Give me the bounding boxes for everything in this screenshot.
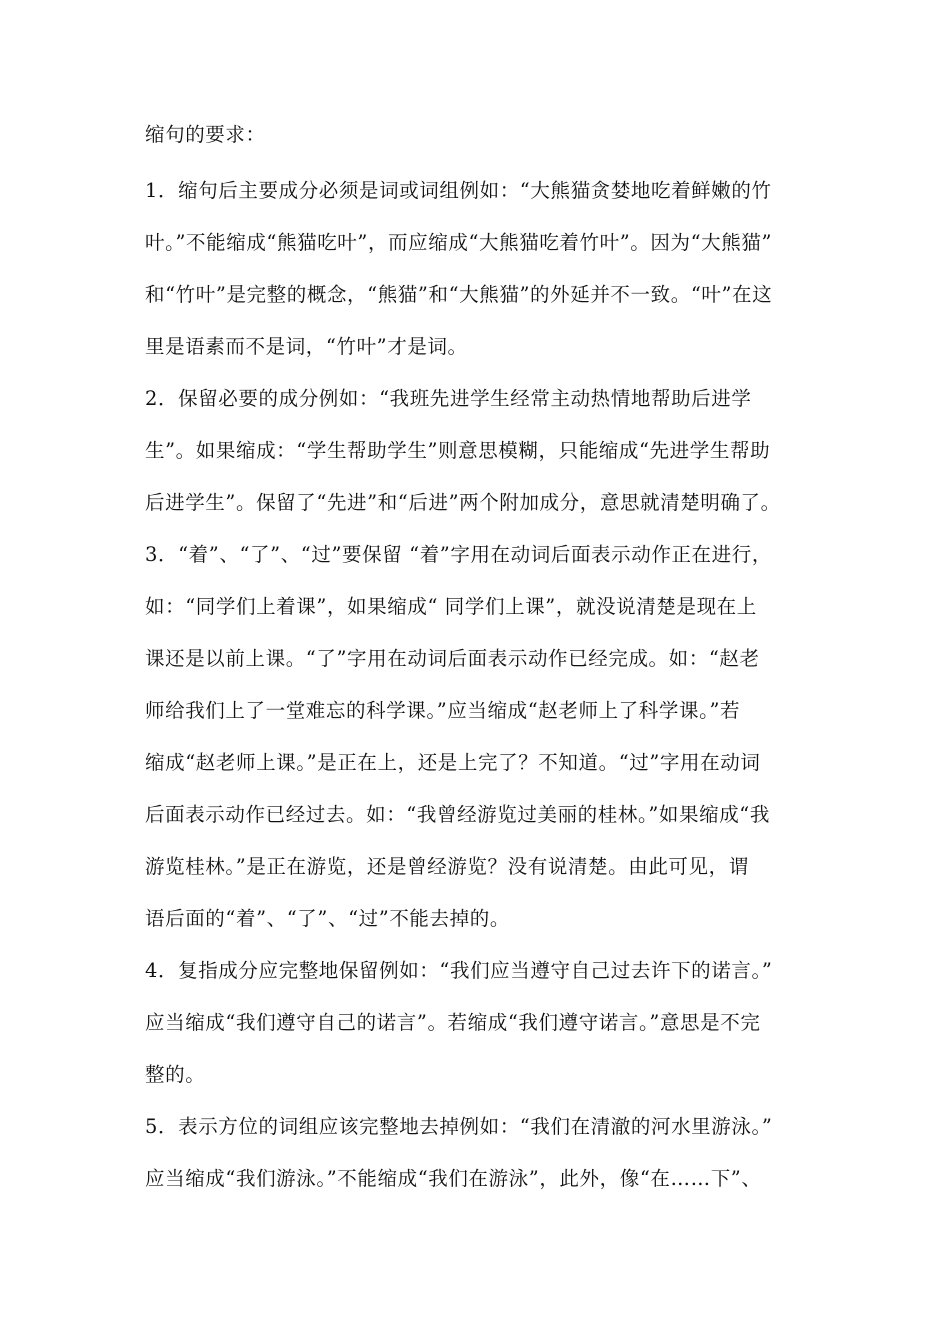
text-line: 和“竹叶”是完整的概念，“熊猫”和“大熊猫”的外延并不一致。“叶”在这 (145, 283, 773, 306)
text-line: 后面表示动作已经过去。如：“我曾经游览过美丽的桂林。”如果缩成“我 (145, 803, 770, 826)
text-line: 生”。如果缩成：“学生帮助学生”则意思模糊，只能缩成“先进学生帮助 (145, 439, 771, 462)
document-heading: 缩句的要求： (145, 123, 266, 146)
text-line: 里是语素而不是词，“竹叶”才是词。 (145, 335, 468, 358)
text-line: 课还是以前上课。“了”字用在动词后面表示动作已经完成。如：“赵老 (145, 647, 760, 670)
text-line: 应当缩成“我们游泳。”不能缩成“我们在游泳”，此外，像“在……下”、 (145, 1167, 762, 1190)
text-line: 3．“着”、“了”、“过”要保留 “着”字用在动词后面表示动作正在进行， (145, 543, 772, 566)
text-line: 如：“同学们上着课”，如果缩成“ 同学们上课”，就没说清楚是现在上 (145, 595, 757, 618)
text-line: 叶。”不能缩成“熊猫吃叶”，而应缩成“大熊猫吃着竹叶”。因为“大熊猫” (145, 231, 773, 254)
text-line: 5．表示方位的词组应该完整地去掉例如：“我们在清澈的河水里游泳。” (145, 1115, 773, 1138)
text-line: 应当缩成“我们遵守自己的诺言”。若缩成“我们遵守诺言。”意思是不完 (145, 1011, 761, 1034)
text-line: 缩成“赵老师上课。”是正在上，还是上完了？不知道。“过”字用在动词 (145, 751, 761, 774)
text-line: 语后面的“着”、“了”、“过”不能去掉的。 (145, 907, 510, 930)
text-line: 整的。 (145, 1063, 206, 1086)
text-line: 2．保留必要的成分例如：“我班先进学生经常主动热情地帮助后进学 (145, 387, 752, 410)
text-line: 游览桂林。”是正在游览，还是曾经游览？没有说清楚。由此可见，谓 (145, 855, 749, 878)
text-line: 后进学生”。保留了“先进”和“后进”两个附加成分，意思就清楚明确了。 (145, 491, 781, 514)
text-line: 1．缩句后主要成分必须是词或词组例如：“大熊猫贪婪地吃着鲜嫩的竹 (145, 179, 772, 202)
text-line: 师给我们上了一堂难忘的科学课。”应当缩成“赵老师上了科学课。”若 (145, 699, 741, 722)
text-line: 4．复指成分应完整地保留例如：“我们应当遵守自己过去许下的诺言。” (145, 959, 773, 982)
